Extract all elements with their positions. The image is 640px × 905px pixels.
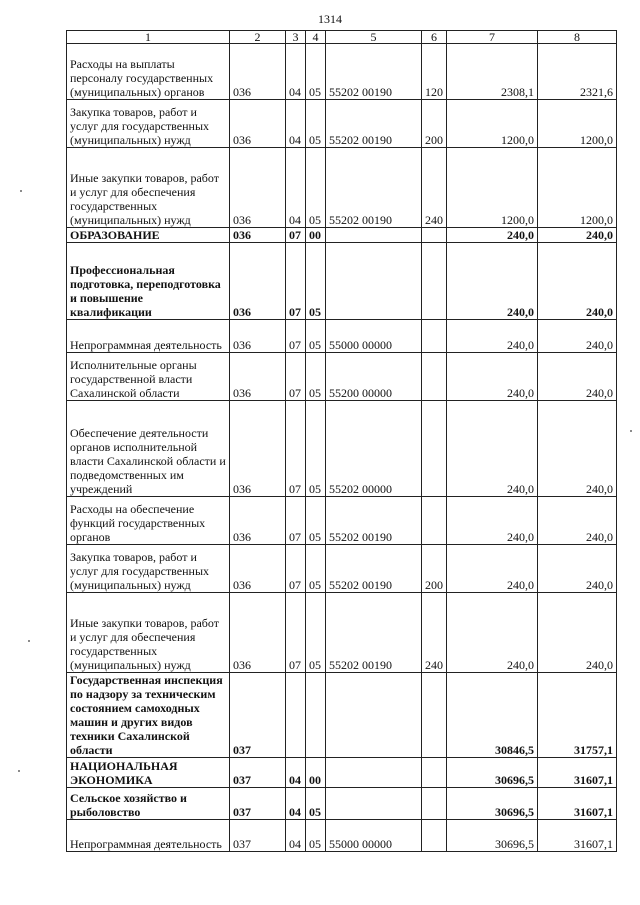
table-cell-c7: 1200,0 — [447, 100, 538, 148]
table-cell-c6 — [422, 401, 447, 497]
table-cell-c8: 31607,1 — [538, 758, 617, 788]
table-cell-c3: 07 — [286, 497, 306, 545]
table-cell-c7: 2308,1 — [447, 44, 538, 100]
table-cell-name: Государственная инспекция по надзору за техническим состоянием самоходных машин и других видов техники Сахалинской области — [67, 673, 230, 758]
table-cell-name: ОБРАЗОВАНИЕ — [67, 228, 230, 243]
table-cell-name: Иные закупки товаров, работ и услуг для обеспечения государственных (муниципальных) нужд — [67, 148, 230, 228]
table-cell-c3 — [286, 673, 306, 758]
table-cell-name: Закупка товаров, работ и услуг для государственных (муниципальных) нужд — [67, 545, 230, 593]
table-cell-c4: 05 — [306, 44, 326, 100]
table-row — [67, 44, 617, 100]
table-cell-c7: 240,0 — [447, 320, 538, 353]
table-cell-name: Обеспечение деятельности органов исполнительной власти Сахалинской области и подведомственных им учреждений — [67, 401, 230, 497]
table-row — [67, 593, 617, 673]
table-cell-c6 — [422, 820, 447, 852]
table-row — [67, 673, 617, 758]
table-cell-c2: 037 — [230, 673, 286, 758]
table-cell-name: Непрограммная деятельность — [67, 320, 230, 353]
table-cell-c5 — [326, 228, 422, 243]
table-cell-c7: 30696,5 — [447, 820, 538, 852]
table-cell-name: Исполнительные органы государственной власти Сахалинской области — [67, 353, 230, 401]
table-cell-c3: 04 — [286, 44, 306, 100]
scan-speck — [18, 770, 20, 772]
header-cell: 3 — [286, 31, 306, 44]
header-cell: 5 — [326, 31, 422, 44]
header-cell: 2 — [230, 31, 286, 44]
table-cell-c4: 05 — [306, 320, 326, 353]
table-cell-c4: 05 — [306, 497, 326, 545]
table-cell-c6: 240 — [422, 148, 447, 228]
table-cell-c8: 31757,1 — [538, 673, 617, 758]
table-cell-c5: 55202 00190 — [326, 100, 422, 148]
table-row — [67, 758, 617, 788]
table-cell-name: Расходы на выплаты персоналу государственных (муниципальных) органов — [67, 44, 230, 100]
table-cell-c5: 55000 00000 — [326, 820, 422, 852]
table-cell-c3: 07 — [286, 320, 306, 353]
table-cell-c7: 1200,0 — [447, 148, 538, 228]
table-cell-c6 — [422, 228, 447, 243]
table-cell-c4 — [306, 673, 326, 758]
table-cell-c4: 05 — [306, 353, 326, 401]
table-cell-c2: 036 — [230, 148, 286, 228]
table-cell-c7: 240,0 — [447, 545, 538, 593]
table-cell-c7: 30696,5 — [447, 758, 538, 788]
table-row — [67, 401, 617, 497]
table-cell-c2: 036 — [230, 100, 286, 148]
table-cell-c7: 240,0 — [447, 401, 538, 497]
table-cell-c5: 55202 00190 — [326, 497, 422, 545]
table-row — [67, 243, 617, 320]
table-cell-c4: 05 — [306, 593, 326, 673]
table-cell-c4: 05 — [306, 243, 326, 320]
table-cell-c6: 120 — [422, 44, 447, 100]
table-cell-c4: 05 — [306, 820, 326, 852]
table-cell-c4: 00 — [306, 758, 326, 788]
table-cell-c4: 05 — [306, 545, 326, 593]
table-cell-c2: 036 — [230, 320, 286, 353]
table-row — [67, 497, 617, 545]
table-cell-c3: 07 — [286, 593, 306, 673]
table-cell-c8: 2321,6 — [538, 44, 617, 100]
table-cell-c2: 036 — [230, 353, 286, 401]
table-cell-c3: 07 — [286, 353, 306, 401]
table-cell-c7: 240,0 — [447, 497, 538, 545]
table-cell-c8: 240,0 — [538, 353, 617, 401]
table-cell-c8: 240,0 — [538, 545, 617, 593]
table-cell-c8: 1200,0 — [538, 148, 617, 228]
header-cell: 7 — [447, 31, 538, 44]
table-cell-name: Иные закупки товаров, работ и услуг для обеспечения государственных (муниципальных) нужд — [67, 593, 230, 673]
table-cell-c8: 31607,1 — [538, 820, 617, 852]
table-cell-c6 — [422, 243, 447, 320]
table-cell-c4: 05 — [306, 788, 326, 820]
table-cell-c8: 240,0 — [538, 228, 617, 243]
table-row — [67, 148, 617, 228]
table-cell-c8: 240,0 — [538, 320, 617, 353]
table-cell-c2: 036 — [230, 44, 286, 100]
budget-table — [66, 30, 617, 852]
table-cell-c4: 05 — [306, 148, 326, 228]
table-cell-c6: 200 — [422, 545, 447, 593]
table-cell-c2: 036 — [230, 593, 286, 673]
scan-speck — [630, 430, 632, 432]
table-cell-c2: 036 — [230, 497, 286, 545]
table-cell-c5 — [326, 788, 422, 820]
table-cell-name: НАЦИОНАЛЬНАЯ ЭКОНОМИКА — [67, 758, 230, 788]
page-number: 1314 — [318, 12, 342, 26]
table-cell-c5: 55200 00000 — [326, 353, 422, 401]
table-cell-c2: 037 — [230, 758, 286, 788]
table-cell-c3: 07 — [286, 243, 306, 320]
table-row — [67, 353, 617, 401]
table-cell-name: Расходы на обеспечение функций государственных органов — [67, 497, 230, 545]
table-row — [67, 228, 617, 243]
table-cell-name: Непрограммная деятельность — [67, 820, 230, 852]
table-cell-c2: 036 — [230, 243, 286, 320]
table-cell-c8: 240,0 — [538, 497, 617, 545]
table-cell-c6 — [422, 758, 447, 788]
table-cell-c5: 55202 00190 — [326, 545, 422, 593]
scan-speck — [20, 190, 22, 192]
table-cell-c4: 05 — [306, 100, 326, 148]
table-cell-c3: 04 — [286, 820, 306, 852]
table-cell-c8: 240,0 — [538, 243, 617, 320]
table-cell-c2: 036 — [230, 401, 286, 497]
table-cell-c8: 240,0 — [538, 401, 617, 497]
table-cell-c5: 55202 00000 — [326, 401, 422, 497]
table-cell-c7: 240,0 — [447, 353, 538, 401]
table-cell-c3: 04 — [286, 788, 306, 820]
table-cell-c2: 037 — [230, 820, 286, 852]
table-cell-c2: 037 — [230, 788, 286, 820]
table-cell-c5: 55000 00000 — [326, 320, 422, 353]
table-cell-c3: 04 — [286, 758, 306, 788]
table-cell-c6 — [422, 320, 447, 353]
table-cell-c3: 07 — [286, 401, 306, 497]
table-cell-name: Профессиональная подготовка, переподготовка и повышение квалификации — [67, 243, 230, 320]
table-cell-c6 — [422, 353, 447, 401]
table-cell-c7: 30846,5 — [447, 673, 538, 758]
table-cell-c2: 036 — [230, 545, 286, 593]
table-cell-c3: 07 — [286, 545, 306, 593]
table-row — [67, 788, 617, 820]
table-cell-c5 — [326, 758, 422, 788]
table-cell-c7: 240,0 — [447, 243, 538, 320]
table-cell-c6 — [422, 673, 447, 758]
table-cell-c5 — [326, 243, 422, 320]
header-cell: 8 — [538, 31, 617, 44]
table-cell-c2: 036 — [230, 228, 286, 243]
table-cell-c4: 00 — [306, 228, 326, 243]
table-cell-c3: 04 — [286, 100, 306, 148]
table-cell-c6 — [422, 497, 447, 545]
table-cell-c6 — [422, 788, 447, 820]
table-cell-c6: 240 — [422, 593, 447, 673]
table-row — [67, 545, 617, 593]
header-cell: 1 — [67, 31, 230, 44]
header-cell: 6 — [422, 31, 447, 44]
table-cell-c8: 31607,1 — [538, 788, 617, 820]
header-row — [67, 31, 617, 44]
table-cell-name: Сельское хозяйство и рыболовство — [67, 788, 230, 820]
table-cell-c6: 200 — [422, 100, 447, 148]
table-row — [67, 320, 617, 353]
table-cell-c5: 55202 00190 — [326, 148, 422, 228]
scan-speck — [28, 640, 30, 642]
table-cell-c5 — [326, 673, 422, 758]
table-cell-c7: 240,0 — [447, 228, 538, 243]
table-cell-name: Закупка товаров, работ и услуг для государственных (муниципальных) нужд — [67, 100, 230, 148]
header-cell: 4 — [306, 31, 326, 44]
table-cell-c8: 1200,0 — [538, 100, 617, 148]
table-cell-c3: 04 — [286, 148, 306, 228]
table-cell-c4: 05 — [306, 401, 326, 497]
table-cell-c8: 240,0 — [538, 593, 617, 673]
table-cell-c7: 30696,5 — [447, 788, 538, 820]
table-row — [67, 820, 617, 852]
table-row — [67, 100, 617, 148]
table-cell-c5: 55202 00190 — [326, 593, 422, 673]
table-cell-c3: 07 — [286, 228, 306, 243]
table-cell-c5: 55202 00190 — [326, 44, 422, 100]
table-cell-c7: 240,0 — [447, 593, 538, 673]
